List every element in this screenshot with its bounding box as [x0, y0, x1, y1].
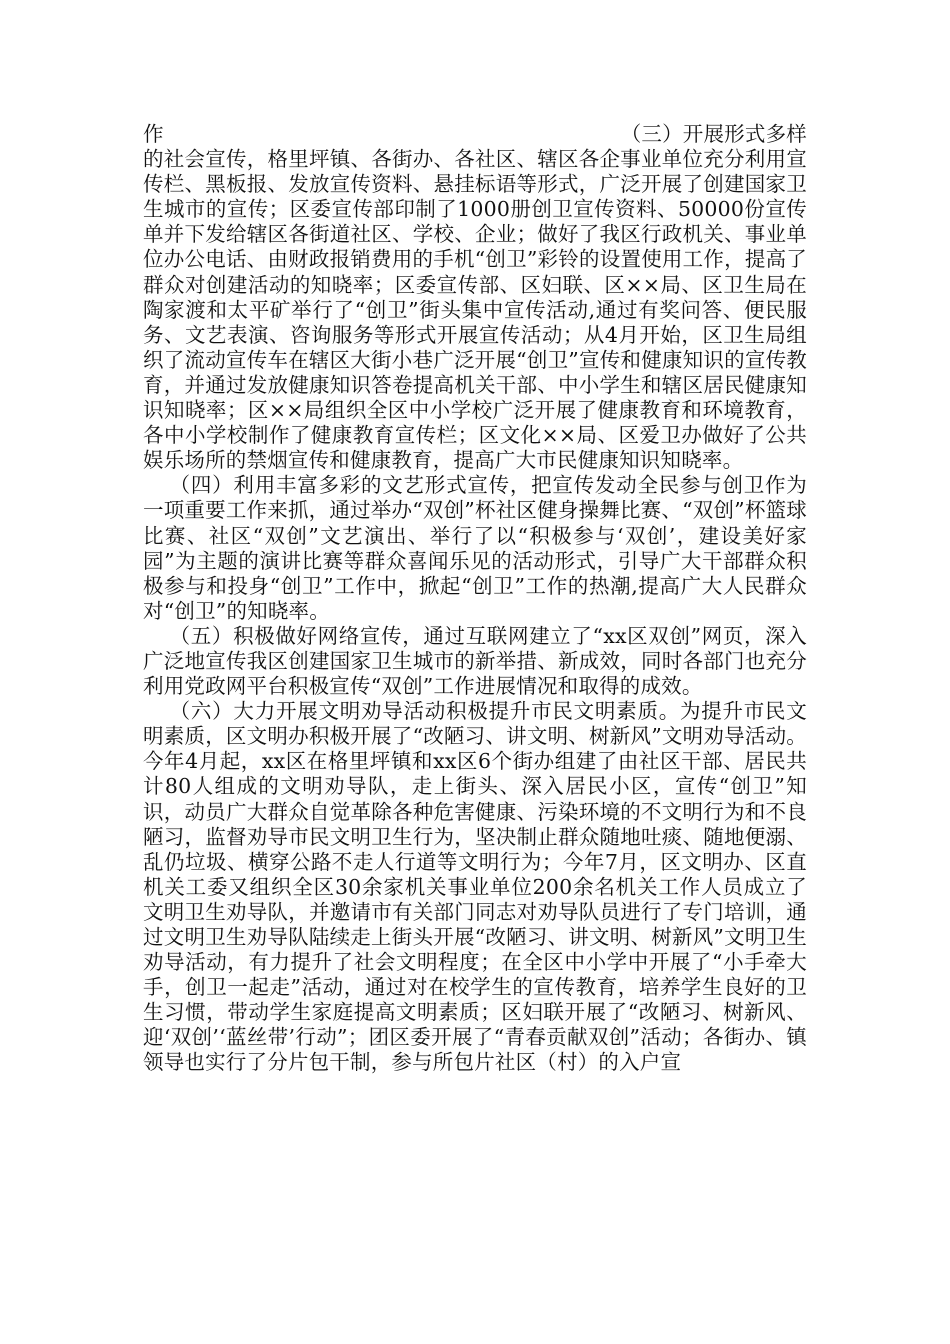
section-4-paragraph: （四）利用丰富多彩的文艺形式宣传，把宣传发动全民参与创卫作为一项重要工作来抓，通过举办“双创”杯社区健身操舞比赛、“双创”杯篮球比赛、社区“双创”文艺演出、举行了以“积极参与‘双创’，建设美好家园”为主题的演讲比赛等群众喜闻乐见的活动形式，引导广大干部群众积极参与和投身“创卫”工作中，掀起“创卫”工作的热潮,提高广大人民群众对“创卫”的知晓率。 — [143, 473, 807, 623]
section-3-paragraph: 的社会宣传，格里坪镇、各街办、各社区、辖区各企事业单位充分利用宣传栏、黑板报、发放宣传资料、悬挂标语等形式，广泛开展了创建国家卫生城市的宣传；区委宣传部印制了1000册创卫宣传资料、50000份宣传单并下发给辖区各街道社区、学校、企业；做好了我区行政机关、事业单位办公电话、由财政报销费用的手机“创卫”彩铃的设置使用工作，提高了群众对创建活动的知晓率；区委宣传部、区妇联、区××局、区卫生局在陶家渡和太平矿举行了“创卫”街头集中宣传活动,通过有奖问答、便民服务、文艺表演、咨询服务等形式开展宣传活动；从4月开始，区卫生局组织了流动宣传车在辖区大街小巷广泛开展“创卫”宣传和健康知识的宣传教育，并通过发放健康知识答卷提高机关干部、中小学生和辖区居民健康知识知晓率；区××局组织全区中小学校广泛开展了健康教育和环境教育，各中小学校制作了健康教育宣传栏；区文化××局、区爱卫办做好了公共娱乐场所的禁烟宣传和健康教育，提高广大市民健康知识知晓率。 — [143, 147, 807, 473]
section-5-paragraph: （五）积极做好网络宣传，通过互联网建立了“xx区双创”网页，深入广泛地宣传我区创建国家卫生城市的新举措、新成效，同时各部门也充分利用党政网平台积极宣传“双创”工作进展情况和取得的成效。 — [143, 623, 807, 699]
opening-line — [143, 122, 807, 147]
document-body — [143, 122, 807, 1076]
lead-fragment: 作 — [143, 122, 164, 146]
section-6-paragraph: （六）大力开展文明劝导活动积极提升市民文明素质。为提升市民文明素质，区文明办积极开展了“改陋习、讲文明、树新风”文明劝导活动。今年4月起，xx区在格里坪镇和xx区6个街办组建了由社区干部、居民共计80人组成的文明劝导队，走上街头、深入居民小区，宣传“创卫”知识，动员广大群众自觉革除各种危害健康、污染环境的不文明行为和不良陋习，监督劝导市民文明卫生行为，坚决制止群众随地吐痰、随地便溺、乱仍垃圾、横穿公路不走人行道等文明行为；今年7月，区文明办、区直机关工委又组织全区30余家机关事业单位200余名机关工作人员成立了文明卫生劝导队，并邀请市有关部门同志对劝导队员进行了专门培训，通过文明卫生劝导队陆续走上街头开展“改陋习、讲文明、树新风”文明卫生劝导活动，有力提升了社会文明程度；在全区中小学中开展了“小手牵大手，创卫一起走”活动，通过对在校学生的宣传教育，培养学生良好的卫生习惯，带动学生家庭提高文明素质；区妇联开展了“改陋习、树新风、迎‘双创’‘蓝丝带’行动”；团区委开展了“青春贡献双创”活动；各街办、镇领导也实行了分片包干制，参与所包片社区（村）的入户宣 — [143, 699, 807, 1075]
section-3-heading: （三）开展形式多样 — [620, 122, 807, 146]
